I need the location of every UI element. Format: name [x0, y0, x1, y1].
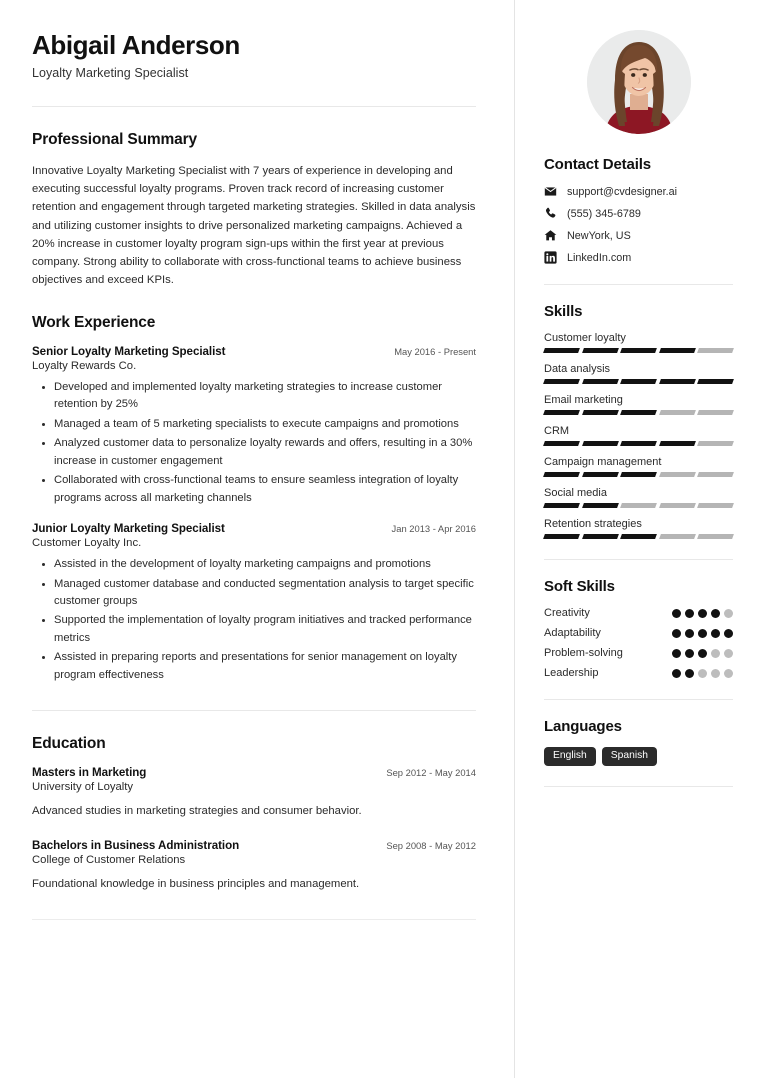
rating-dot: [685, 629, 694, 638]
work-company: Customer Loyalty Inc.: [32, 537, 142, 550]
rating-dot: [711, 649, 720, 658]
section-title-work: Work Experience: [32, 313, 156, 331]
column-divider: [514, 0, 515, 1078]
soft-skill-item: [544, 627, 733, 639]
rating-dot: [724, 669, 733, 678]
section-education: [32, 735, 476, 893]
rating-dot: [672, 649, 681, 658]
rating-dot: [711, 629, 720, 638]
phone-icon: [544, 207, 557, 220]
soft-skill-rating: [672, 669, 733, 678]
section-contact-details: [544, 156, 733, 264]
skill-level-segment: [697, 348, 733, 353]
contact-item-email[interactable]: [544, 185, 733, 198]
skill-item: [544, 456, 733, 477]
languages-bottom-divider: [544, 786, 733, 787]
work-entry-head: [32, 345, 476, 358]
rating-dot: [685, 609, 694, 618]
skill-level-segment: [620, 503, 656, 508]
summary-text: Innovative Loyalty Marketing Specialist with 7 years of experience in developing and executing successful loyalty programs. Proven track record of increasing customer retention and engagement through targeted marketing strategies. Skilled in data analysis and utilizing customer insights to drive personalized marketing campaigns. Achieved a 20% increase in customer loyalty program sign-ups within the first year at previous company. Strong ability to collaborate with cross-functional teams to achieve business objectives and exceed KPIs.: [32, 164, 476, 287]
skill-level-segment: [582, 379, 618, 384]
work-role: Junior Loyalty Marketing Specialist: [32, 522, 225, 536]
education-entry: [32, 839, 476, 894]
work-education-divider: [32, 710, 476, 711]
skill-level-segment: [620, 379, 656, 384]
skill-level-segment: [697, 441, 733, 446]
skill-level-segment: [697, 410, 733, 415]
skill-name: Customer loyalty: [544, 332, 626, 344]
skill-level-segment: [659, 534, 695, 539]
avatar: [587, 30, 691, 134]
education-description: Advanced studies in marketing strategies and consumer behavior.: [32, 805, 362, 818]
education-date: Sep 2008 - May 2012: [386, 839, 476, 851]
work-bullet: Supported the implementation of loyalty program initiatives and tracked performance metrics: [54, 612, 476, 647]
language-tag: English: [544, 747, 596, 766]
skill-level-segment: [697, 503, 733, 508]
soft-skill-name: Leadership: [544, 667, 599, 679]
linkedin-icon: [544, 251, 557, 264]
skill-level-segment: [543, 410, 579, 415]
contact-location-value: NewYork, US: [567, 229, 631, 242]
contact-linkedin-value: LinkedIn.com: [567, 251, 632, 264]
education-entry: [32, 766, 476, 821]
skill-name: Email marketing: [544, 394, 623, 406]
rating-dot: [672, 669, 681, 678]
education-degree: Bachelors in Business Administration: [32, 838, 240, 852]
rating-dot: [711, 609, 720, 618]
soft-skill-name: Creativity: [544, 607, 590, 619]
language-tag: Spanish: [602, 747, 657, 766]
skills-softskills-divider: [544, 559, 733, 560]
skill-item: [544, 363, 733, 384]
skill-item: [544, 518, 733, 539]
education-entry-head: [32, 839, 476, 852]
rating-dot: [685, 669, 694, 678]
skill-level-segment: [582, 348, 618, 353]
education-school: University of Loyalty: [32, 781, 134, 794]
skill-level-segment: [620, 472, 656, 477]
section-title-skills: Skills: [544, 303, 583, 320]
skill-level-bar: [544, 441, 733, 446]
envelope-icon: [544, 185, 557, 198]
rating-dot: [672, 609, 681, 618]
soft-skill-item: [544, 667, 733, 679]
section-languages: [544, 718, 733, 766]
section-title-education: Education: [32, 735, 106, 753]
skill-item: [544, 425, 733, 446]
rating-dot: [711, 669, 720, 678]
skill-level-segment: [543, 348, 579, 353]
skill-item: [544, 394, 733, 415]
rating-dot: [698, 629, 707, 638]
header-block: [32, 30, 476, 80]
skill-level-segment: [543, 379, 579, 384]
skill-level-bar: [544, 348, 733, 353]
section-soft-skills: [544, 578, 733, 679]
work-entry: [32, 522, 476, 684]
education-entry-head: [32, 766, 476, 779]
section-title-summary: Professional Summary: [32, 130, 197, 148]
work-role: Senior Loyalty Marketing Specialist: [32, 344, 226, 358]
skill-level-bar: [544, 472, 733, 477]
education-description: Foundational knowledge in business principles and management.: [32, 877, 360, 890]
contact-item-location[interactable]: [544, 229, 733, 242]
skill-level-segment: [582, 410, 618, 415]
skill-level-segment: [659, 472, 695, 477]
soft-skill-name: Problem-solving: [544, 647, 623, 659]
skill-level-segment: [582, 534, 618, 539]
soft-skill-rating: [672, 629, 733, 638]
skill-item: [544, 487, 733, 508]
rating-dot: [685, 649, 694, 658]
work-bullet: Analyzed customer data to personalize loyalty rewards and offers, resulting in a 30% increase in customer engagement: [54, 435, 476, 470]
header-divider: [32, 106, 476, 107]
skill-level-segment: [620, 441, 656, 446]
skill-level-segment: [543, 441, 579, 446]
section-title-soft-skills: Soft Skills: [544, 578, 615, 595]
soft-skill-item: [544, 607, 733, 619]
soft-skill-item: [544, 647, 733, 659]
home-icon: [544, 229, 557, 242]
skill-name: Data analysis: [544, 363, 611, 375]
languages-list: [544, 747, 733, 766]
soft-skill-rating: [672, 609, 733, 618]
candidate-name: Abigail Anderson: [32, 30, 240, 60]
soft-skill-name: Adaptability: [544, 627, 601, 639]
education-school: College of Customer Relations: [32, 853, 186, 866]
work-bullet: Developed and implemented loyalty marketing strategies to increase customer retention by 25%: [54, 379, 476, 414]
skill-level-bar: [544, 410, 733, 415]
avatar-container: [544, 30, 733, 134]
skill-level-segment: [659, 410, 695, 415]
work-date: Jan 2013 - Apr 2016: [391, 523, 476, 535]
skill-level-segment: [620, 410, 656, 415]
contact-phone-value: (555) 345-6789: [567, 207, 641, 220]
work-entry-head: [32, 522, 476, 535]
skill-name: CRM: [544, 425, 570, 437]
soft-skill-rating: [672, 649, 733, 658]
skill-name: Retention strategies: [544, 518, 642, 530]
section-title-languages: Languages: [544, 718, 622, 735]
section-professional-summary: [32, 131, 476, 290]
work-bullets: [32, 556, 476, 684]
rating-dot: [724, 629, 733, 638]
right-sidebar: [514, 0, 768, 1078]
contact-skills-divider: [544, 284, 733, 285]
skill-level-segment: [659, 348, 695, 353]
contact-email-value: support@cvdesigner.ai: [567, 185, 677, 198]
work-entry: [32, 345, 476, 507]
skill-level-segment: [697, 472, 733, 477]
skill-level-segment: [659, 503, 695, 508]
rating-dot: [724, 609, 733, 618]
skill-level-bar: [544, 534, 733, 539]
skill-name: Social media: [544, 487, 607, 499]
work-bullet: Managed customer database and conducted segmentation analysis to target specific customer groups: [54, 576, 476, 611]
contact-item-phone[interactable]: [544, 207, 733, 220]
skill-level-segment: [582, 441, 618, 446]
skill-level-segment: [582, 472, 618, 477]
skill-level-bar: [544, 379, 733, 384]
soft-skills-list: [544, 607, 733, 679]
work-bullet: Managed a team of 5 marketing specialists to execute campaigns and promotions: [54, 416, 476, 433]
work-bullet: Collaborated with cross-functional teams to ensure seamless integration of loyalty programs across all marketing channels: [54, 472, 476, 507]
section-skills: [544, 303, 733, 539]
skill-name: Campaign management: [544, 456, 662, 468]
skill-level-segment: [697, 379, 733, 384]
skills-list: [544, 332, 733, 539]
candidate-job-title: Loyalty Marketing Specialist: [32, 65, 189, 80]
skill-level-segment: [620, 348, 656, 353]
rating-dot: [724, 649, 733, 658]
rating-dot: [698, 669, 707, 678]
skill-level-segment: [543, 472, 579, 477]
work-date: May 2016 - Present: [394, 345, 476, 357]
education-bottom-divider: [32, 919, 476, 920]
contact-item-linkedin[interactable]: [544, 251, 733, 264]
skill-level-segment: [543, 503, 579, 508]
rating-dot: [698, 609, 707, 618]
rating-dot: [698, 649, 707, 658]
skill-level-segment: [659, 441, 695, 446]
education-degree: Masters in Marketing: [32, 766, 147, 780]
skill-level-segment: [659, 379, 695, 384]
rating-dot: [672, 629, 681, 638]
softskills-languages-divider: [544, 699, 733, 700]
work-company: Loyalty Rewards Co.: [32, 359, 137, 372]
work-bullet: Assisted in preparing reports and presentations for senior management on loyalty program effectiveness: [54, 649, 476, 684]
section-work-experience: [32, 314, 476, 685]
section-title-contact: Contact Details: [544, 156, 651, 173]
skill-level-segment: [697, 534, 733, 539]
skill-level-segment: [582, 503, 618, 508]
skill-level-segment: [543, 534, 579, 539]
skill-item: [544, 332, 733, 353]
skill-level-bar: [544, 503, 733, 508]
work-bullet: Assisted in the development of loyalty marketing campaigns and promotions: [54, 556, 476, 573]
skill-level-segment: [620, 534, 656, 539]
education-date: Sep 2012 - May 2014: [386, 767, 476, 779]
work-bullets: [32, 379, 476, 507]
